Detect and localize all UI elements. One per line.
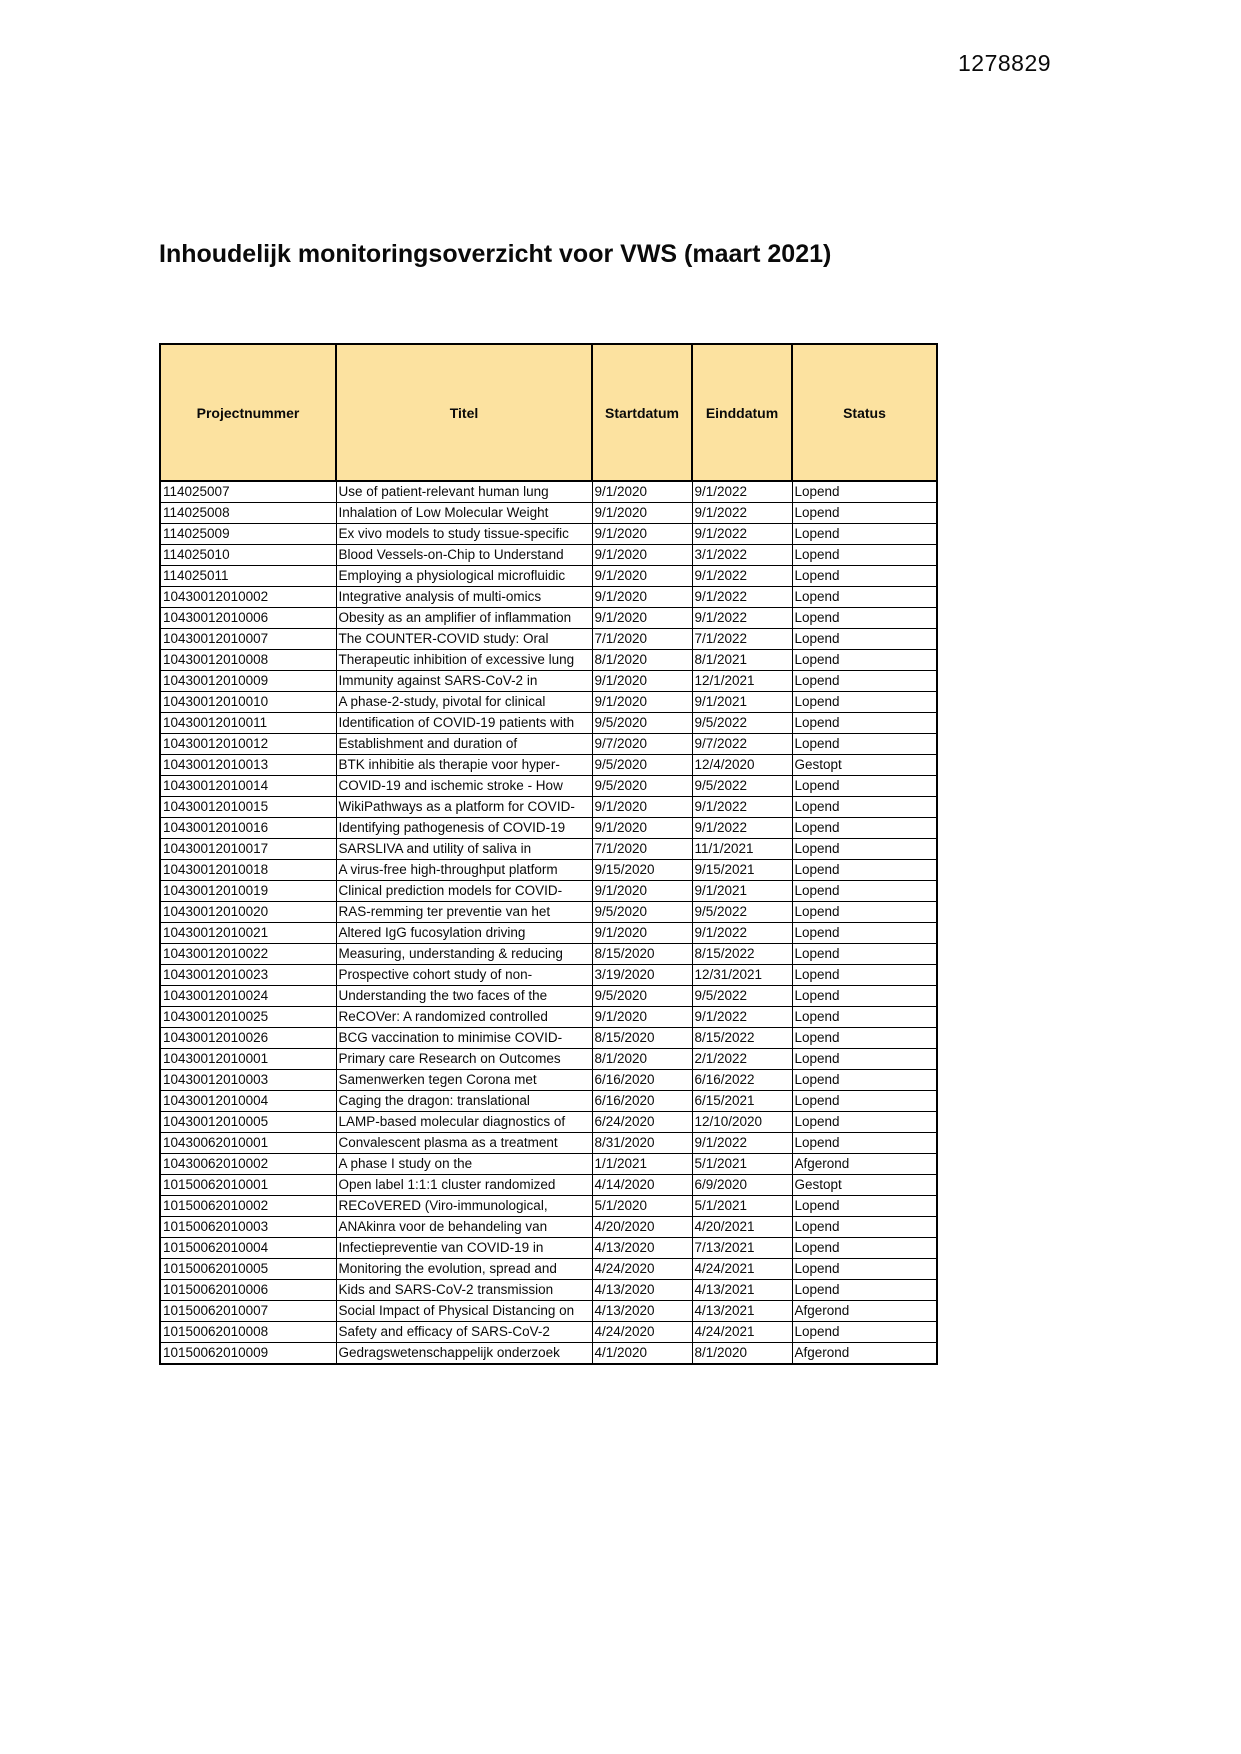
cell-projectnummer: 114025011	[160, 566, 336, 587]
table-row	[160, 1049, 937, 1070]
table-row	[160, 1133, 937, 1154]
cell-titel: A phase I study on the	[336, 1154, 592, 1175]
cell-status: Lopend	[792, 545, 937, 566]
cell-einddatum: 9/5/2022	[692, 776, 792, 797]
column-header-startdatum: Startdatum	[592, 344, 692, 481]
cell-startdatum: 5/1/2020	[592, 1196, 692, 1217]
table-row	[160, 692, 937, 713]
cell-startdatum: 7/1/2020	[592, 629, 692, 650]
cell-einddatum: 9/1/2022	[692, 587, 792, 608]
cell-startdatum: 9/15/2020	[592, 860, 692, 881]
cell-projectnummer: 114025007	[160, 481, 336, 503]
cell-startdatum: 1/1/2021	[592, 1154, 692, 1175]
cell-titel: Prospective cohort study of non-	[336, 965, 592, 986]
project-table	[159, 343, 938, 1365]
table-row	[160, 860, 937, 881]
cell-status: Lopend	[792, 629, 937, 650]
cell-projectnummer: 10430012010018	[160, 860, 336, 881]
cell-projectnummer: 10150062010005	[160, 1259, 336, 1280]
cell-einddatum: 9/1/2022	[692, 481, 792, 503]
cell-status: Lopend	[792, 608, 937, 629]
table-row	[160, 1154, 937, 1175]
cell-projectnummer: 10150062010009	[160, 1343, 336, 1365]
cell-projectnummer: 10430012010025	[160, 1007, 336, 1028]
cell-status: Lopend	[792, 650, 937, 671]
cell-einddatum: 9/5/2022	[692, 986, 792, 1007]
column-header-einddatum: Einddatum	[692, 344, 792, 481]
cell-einddatum: 9/1/2021	[692, 881, 792, 902]
table-row	[160, 755, 937, 776]
table-row	[160, 1196, 937, 1217]
cell-projectnummer: 10430012010001	[160, 1049, 336, 1070]
table-row	[160, 902, 937, 923]
cell-status: Lopend	[792, 881, 937, 902]
cell-startdatum: 6/16/2020	[592, 1091, 692, 1112]
cell-status: Lopend	[792, 1070, 937, 1091]
cell-einddatum: 4/13/2021	[692, 1280, 792, 1301]
cell-titel: Measuring, understanding & reducing	[336, 944, 592, 965]
cell-projectnummer: 114025008	[160, 503, 336, 524]
cell-status: Lopend	[792, 1259, 937, 1280]
table-row	[160, 481, 937, 503]
cell-einddatum: 11/1/2021	[692, 839, 792, 860]
cell-status: Lopend	[792, 524, 937, 545]
cell-status: Lopend	[792, 1280, 937, 1301]
cell-status: Lopend	[792, 503, 937, 524]
cell-titel: COVID-19 and ischemic stroke - How	[336, 776, 592, 797]
cell-titel: Integrative analysis of multi-omics	[336, 587, 592, 608]
table-row	[160, 1112, 937, 1133]
column-header-titel: Titel	[336, 344, 592, 481]
cell-titel: Convalescent plasma as a treatment	[336, 1133, 592, 1154]
table-row	[160, 1217, 937, 1238]
cell-einddatum: 7/1/2022	[692, 629, 792, 650]
cell-einddatum: 4/24/2021	[692, 1322, 792, 1343]
cell-projectnummer: 10430012010022	[160, 944, 336, 965]
cell-status: Lopend	[792, 902, 937, 923]
column-header-status: Status	[792, 344, 937, 481]
cell-status: Lopend	[792, 944, 937, 965]
cell-startdatum: 9/1/2020	[592, 881, 692, 902]
cell-startdatum: 9/1/2020	[592, 608, 692, 629]
cell-startdatum: 4/13/2020	[592, 1301, 692, 1322]
table-row	[160, 503, 937, 524]
cell-status: Afgerond	[792, 1154, 937, 1175]
cell-projectnummer: 10430012010010	[160, 692, 336, 713]
cell-startdatum: 3/19/2020	[592, 965, 692, 986]
cell-startdatum: 7/1/2020	[592, 839, 692, 860]
cell-einddatum: 12/10/2020	[692, 1112, 792, 1133]
cell-einddatum: 5/1/2021	[692, 1196, 792, 1217]
cell-startdatum: 9/1/2020	[592, 587, 692, 608]
cell-titel: Identifying pathogenesis of COVID-19	[336, 818, 592, 839]
cell-titel: Ex vivo models to study tissue-specific	[336, 524, 592, 545]
table-row	[160, 545, 937, 566]
cell-einddatum: 9/1/2022	[692, 524, 792, 545]
table-row	[160, 1343, 937, 1365]
table-row	[160, 1322, 937, 1343]
cell-status: Lopend	[792, 1028, 937, 1049]
cell-projectnummer: 10430012010013	[160, 755, 336, 776]
cell-einddatum: 6/15/2021	[692, 1091, 792, 1112]
cell-titel: Altered IgG fucosylation driving	[336, 923, 592, 944]
table-row	[160, 1238, 937, 1259]
cell-titel: Immunity against SARS-CoV-2 in	[336, 671, 592, 692]
cell-startdatum: 8/1/2020	[592, 650, 692, 671]
cell-projectnummer: 10430012010011	[160, 713, 336, 734]
cell-titel: Kids and SARS-CoV-2 transmission	[336, 1280, 592, 1301]
cell-einddatum: 9/1/2022	[692, 923, 792, 944]
cell-titel: SARSLIVA and utility of saliva in	[336, 839, 592, 860]
cell-status: Lopend	[792, 986, 937, 1007]
cell-einddatum: 9/7/2022	[692, 734, 792, 755]
cell-projectnummer: 10430012010006	[160, 608, 336, 629]
cell-titel: Monitoring the evolution, spread and	[336, 1259, 592, 1280]
cell-einddatum: 9/1/2021	[692, 692, 792, 713]
cell-einddatum: 7/13/2021	[692, 1238, 792, 1259]
page-title: Inhoudelijk monitoringsoverzicht voor VWS (maart 2021)	[159, 240, 832, 268]
cell-einddatum: 5/1/2021	[692, 1154, 792, 1175]
table-row	[160, 923, 937, 944]
table-row	[160, 1091, 937, 1112]
cell-projectnummer: 10430062010001	[160, 1133, 336, 1154]
cell-projectnummer: 10430012010003	[160, 1070, 336, 1091]
table-row	[160, 1301, 937, 1322]
table-row	[160, 1259, 937, 1280]
cell-titel: RAS-remming ter preventie van het	[336, 902, 592, 923]
cell-startdatum: 9/1/2020	[592, 692, 692, 713]
cell-startdatum: 9/5/2020	[592, 713, 692, 734]
table-row	[160, 608, 937, 629]
cell-status: Lopend	[792, 481, 937, 503]
cell-startdatum: 9/1/2020	[592, 566, 692, 587]
cell-einddatum: 9/1/2022	[692, 608, 792, 629]
cell-einddatum: 6/16/2022	[692, 1070, 792, 1091]
column-header-projectnummer: Projectnummer	[160, 344, 336, 481]
cell-projectnummer: 10430012010012	[160, 734, 336, 755]
cell-projectnummer: 10430062010002	[160, 1154, 336, 1175]
table-row	[160, 587, 937, 608]
cell-startdatum: 9/1/2020	[592, 671, 692, 692]
cell-titel: A virus-free high-throughput platform	[336, 860, 592, 881]
cell-status: Lopend	[792, 692, 937, 713]
table-row	[160, 713, 937, 734]
cell-status: Lopend	[792, 965, 937, 986]
cell-einddatum: 8/15/2022	[692, 944, 792, 965]
cell-startdatum: 4/24/2020	[592, 1322, 692, 1343]
cell-status: Lopend	[792, 713, 937, 734]
cell-einddatum: 12/4/2020	[692, 755, 792, 776]
cell-titel: Obesity as an amplifier of inflammation	[336, 608, 592, 629]
cell-projectnummer: 10430012010014	[160, 776, 336, 797]
cell-einddatum: 9/1/2022	[692, 797, 792, 818]
cell-titel: LAMP-based molecular diagnostics of	[336, 1112, 592, 1133]
cell-projectnummer: 10430012010009	[160, 671, 336, 692]
cell-startdatum: 9/5/2020	[592, 776, 692, 797]
cell-startdatum: 9/1/2020	[592, 923, 692, 944]
cell-titel: Understanding the two faces of the	[336, 986, 592, 1007]
cell-status: Lopend	[792, 923, 937, 944]
cell-titel: Samenwerken tegen Corona met	[336, 1070, 592, 1091]
table-row	[160, 965, 937, 986]
cell-titel: ReCOVer: A randomized controlled	[336, 1007, 592, 1028]
table-header	[160, 344, 937, 481]
table-row	[160, 818, 937, 839]
table-row	[160, 776, 937, 797]
table-row	[160, 650, 937, 671]
cell-einddatum: 4/20/2021	[692, 1217, 792, 1238]
cell-projectnummer: 114025009	[160, 524, 336, 545]
cell-projectnummer: 10430012010002	[160, 587, 336, 608]
cell-projectnummer: 10430012010007	[160, 629, 336, 650]
cell-startdatum: 9/1/2020	[592, 524, 692, 545]
cell-projectnummer: 10430012010017	[160, 839, 336, 860]
cell-einddatum: 9/15/2021	[692, 860, 792, 881]
cell-projectnummer: 10150062010006	[160, 1280, 336, 1301]
cell-status: Lopend	[792, 734, 937, 755]
cell-projectnummer: 10430012010019	[160, 881, 336, 902]
cell-einddatum: 8/15/2022	[692, 1028, 792, 1049]
cell-projectnummer: 10150062010004	[160, 1238, 336, 1259]
cell-einddatum: 9/1/2022	[692, 818, 792, 839]
cell-projectnummer: 10430012010008	[160, 650, 336, 671]
cell-einddatum: 8/1/2020	[692, 1343, 792, 1365]
cell-startdatum: 8/15/2020	[592, 1028, 692, 1049]
cell-titel: Therapeutic inhibition of excessive lung	[336, 650, 592, 671]
cell-titel: Clinical prediction models for COVID-	[336, 881, 592, 902]
cell-titel: BCG vaccination to minimise COVID-	[336, 1028, 592, 1049]
cell-status: Lopend	[792, 1196, 937, 1217]
cell-projectnummer: 10430012010020	[160, 902, 336, 923]
cell-startdatum: 4/1/2020	[592, 1343, 692, 1365]
cell-titel: Safety and efficacy of SARS-CoV-2	[336, 1322, 592, 1343]
table-row	[160, 629, 937, 650]
cell-status: Lopend	[792, 566, 937, 587]
cell-einddatum: 4/13/2021	[692, 1301, 792, 1322]
cell-startdatum: 9/1/2020	[592, 481, 692, 503]
cell-einddatum: 6/9/2020	[692, 1175, 792, 1196]
cell-status: Afgerond	[792, 1301, 937, 1322]
cell-startdatum: 4/24/2020	[592, 1259, 692, 1280]
cell-startdatum: 9/1/2020	[592, 797, 692, 818]
cell-titel: Social Impact of Physical Distancing on	[336, 1301, 592, 1322]
cell-einddatum: 9/1/2022	[692, 503, 792, 524]
table-row	[160, 1280, 937, 1301]
cell-status: Lopend	[792, 839, 937, 860]
cell-status: Lopend	[792, 1007, 937, 1028]
cell-startdatum: 4/14/2020	[592, 1175, 692, 1196]
cell-status: Lopend	[792, 1322, 937, 1343]
cell-projectnummer: 10430012010021	[160, 923, 336, 944]
cell-titel: Use of patient-relevant human lung	[336, 481, 592, 503]
cell-projectnummer: 10430012010005	[160, 1112, 336, 1133]
cell-projectnummer: 10150062010003	[160, 1217, 336, 1238]
table-header-row	[160, 344, 937, 481]
cell-startdatum: 8/1/2020	[592, 1049, 692, 1070]
cell-titel: Establishment and duration of	[336, 734, 592, 755]
cell-startdatum: 9/5/2020	[592, 755, 692, 776]
cell-titel: Identification of COVID-19 patients with	[336, 713, 592, 734]
table-row	[160, 944, 937, 965]
cell-titel: Primary care Research on Outcomes	[336, 1049, 592, 1070]
cell-startdatum: 9/1/2020	[592, 545, 692, 566]
cell-status: Gestopt	[792, 1175, 937, 1196]
cell-einddatum: 9/1/2022	[692, 566, 792, 587]
cell-titel: Inhalation of Low Molecular Weight	[336, 503, 592, 524]
cell-projectnummer: 10150062010001	[160, 1175, 336, 1196]
cell-status: Lopend	[792, 1238, 937, 1259]
cell-projectnummer: 10430012010023	[160, 965, 336, 986]
cell-startdatum: 9/1/2020	[592, 1007, 692, 1028]
table-row	[160, 734, 937, 755]
cell-startdatum: 6/24/2020	[592, 1112, 692, 1133]
cell-einddatum: 9/1/2022	[692, 1007, 792, 1028]
cell-startdatum: 9/5/2020	[592, 986, 692, 1007]
cell-einddatum: 3/1/2022	[692, 545, 792, 566]
cell-projectnummer: 10430012010015	[160, 797, 336, 818]
cell-einddatum: 9/5/2022	[692, 713, 792, 734]
cell-projectnummer: 10430012010016	[160, 818, 336, 839]
cell-status: Lopend	[792, 818, 937, 839]
cell-titel: Employing a physiological microfluidic	[336, 566, 592, 587]
cell-einddatum: 9/1/2022	[692, 1133, 792, 1154]
cell-projectnummer: 10150062010002	[160, 1196, 336, 1217]
cell-projectnummer: 10430012010024	[160, 986, 336, 1007]
table-row	[160, 671, 937, 692]
cell-titel: Blood Vessels-on-Chip to Understand	[336, 545, 592, 566]
project-table-body	[160, 481, 937, 1364]
cell-einddatum: 2/1/2022	[692, 1049, 792, 1070]
table-row	[160, 1028, 937, 1049]
cell-startdatum: 9/1/2020	[592, 503, 692, 524]
cell-projectnummer: 10430012010004	[160, 1091, 336, 1112]
cell-startdatum: 4/13/2020	[592, 1280, 692, 1301]
table-row	[160, 881, 937, 902]
table-row	[160, 839, 937, 860]
cell-titel: ANAkinra voor de behandeling van	[336, 1217, 592, 1238]
cell-titel: Open label 1:1:1 cluster randomized	[336, 1175, 592, 1196]
table-row	[160, 1007, 937, 1028]
table-row	[160, 986, 937, 1007]
cell-startdatum: 8/15/2020	[592, 944, 692, 965]
cell-titel: Gedragswetenschappelijk onderzoek	[336, 1343, 592, 1365]
cell-status: Lopend	[792, 860, 937, 881]
table-row	[160, 1070, 937, 1091]
cell-titel: Caging the dragon: translational	[336, 1091, 592, 1112]
cell-titel: A phase-2-study, pivotal for clinical	[336, 692, 592, 713]
cell-status: Afgerond	[792, 1343, 937, 1365]
cell-einddatum: 12/1/2021	[692, 671, 792, 692]
table-row	[160, 797, 937, 818]
cell-einddatum: 12/31/2021	[692, 965, 792, 986]
cell-startdatum: 8/31/2020	[592, 1133, 692, 1154]
cell-status: Lopend	[792, 587, 937, 608]
cell-titel: BTK inhibitie als therapie voor hyper-	[336, 755, 592, 776]
cell-startdatum: 9/1/2020	[592, 818, 692, 839]
table-row	[160, 524, 937, 545]
cell-startdatum: 9/7/2020	[592, 734, 692, 755]
cell-projectnummer: 10150062010007	[160, 1301, 336, 1322]
cell-status: Lopend	[792, 1133, 937, 1154]
table-row	[160, 1175, 937, 1196]
cell-einddatum: 4/24/2021	[692, 1259, 792, 1280]
cell-startdatum: 6/16/2020	[592, 1070, 692, 1091]
page-number: 1278829	[958, 50, 1052, 76]
cell-status: Lopend	[792, 1112, 937, 1133]
cell-status: Lopend	[792, 797, 937, 818]
cell-titel: RECoVERED (Viro-immunological,	[336, 1196, 592, 1217]
cell-projectnummer: 10150062010008	[160, 1322, 336, 1343]
cell-status: Lopend	[792, 776, 937, 797]
cell-status: Gestopt	[792, 755, 937, 776]
cell-startdatum: 4/13/2020	[592, 1238, 692, 1259]
cell-einddatum: 9/5/2022	[692, 902, 792, 923]
cell-einddatum: 8/1/2021	[692, 650, 792, 671]
cell-projectnummer: 10430012010026	[160, 1028, 336, 1049]
table-row	[160, 566, 937, 587]
cell-startdatum: 9/5/2020	[592, 902, 692, 923]
cell-projectnummer: 114025010	[160, 545, 336, 566]
cell-status: Lopend	[792, 1217, 937, 1238]
cell-startdatum: 4/20/2020	[592, 1217, 692, 1238]
cell-status: Lopend	[792, 1049, 937, 1070]
cell-status: Lopend	[792, 671, 937, 692]
cell-status: Lopend	[792, 1091, 937, 1112]
cell-titel: WikiPathways as a platform for COVID-	[336, 797, 592, 818]
cell-titel: Infectiepreventie van COVID-19 in	[336, 1238, 592, 1259]
cell-titel: The COUNTER-COVID study: Oral	[336, 629, 592, 650]
